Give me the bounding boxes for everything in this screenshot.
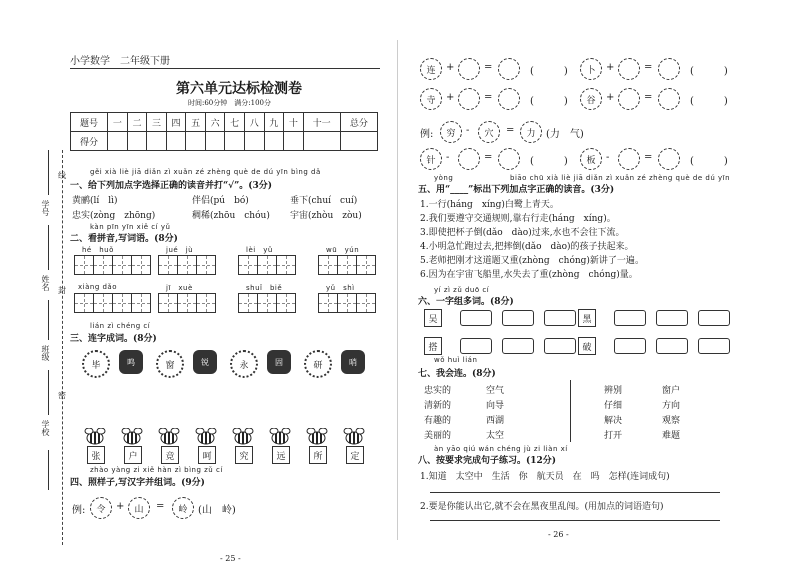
q3-flower-char[interactable]: 毕 bbox=[82, 350, 110, 378]
example2-b: 穴 bbox=[478, 121, 500, 143]
q2-pinyin: kàn pīn yīn xiě cí yǔ bbox=[90, 223, 171, 231]
q3-bee-char[interactable]: 远 bbox=[272, 446, 290, 464]
example2-word: (力 气) bbox=[546, 129, 584, 140]
q7-title: 七、我会连。(8分) bbox=[418, 369, 496, 379]
example2-a: 穷 bbox=[440, 121, 462, 143]
page-number-left: - 25 - bbox=[220, 554, 241, 563]
q7-word[interactable]: 方向 bbox=[662, 401, 681, 411]
q7-word[interactable]: 难题 bbox=[662, 431, 681, 441]
equals-sign: = bbox=[644, 152, 653, 163]
q3-bee-char[interactable]: 张 bbox=[87, 446, 105, 464]
score-input-cell[interactable] bbox=[186, 132, 206, 151]
bee-icon bbox=[193, 428, 219, 446]
q6-char: 吴 bbox=[424, 309, 442, 327]
word-row-paren[interactable]: ( ) bbox=[690, 96, 728, 107]
q6-answer-box[interactable] bbox=[460, 310, 492, 326]
word-row-paren[interactable]: ( ) bbox=[690, 66, 728, 77]
q1-item-2[interactable]: 伴侣(pú bó) bbox=[192, 196, 249, 206]
q2-pinyin-4: wū yún bbox=[326, 246, 360, 254]
q2-pinyin-3: lèi yǔ bbox=[246, 246, 273, 254]
side-write-line-5 bbox=[48, 450, 49, 490]
score-header-row bbox=[71, 113, 378, 132]
score-row-label: 得分 bbox=[71, 132, 108, 151]
score-header-cell: 一 bbox=[108, 113, 128, 132]
side-label-number: 学号 bbox=[41, 200, 50, 216]
plus-sign: + bbox=[116, 501, 125, 512]
word-row-paren[interactable]: ( ) bbox=[690, 156, 728, 167]
word-row-char: 板 bbox=[580, 148, 602, 170]
minus-sign: - bbox=[446, 152, 450, 163]
q2-pinyin-6: jī xuè bbox=[166, 284, 193, 292]
side-mark-seal: 封 bbox=[58, 286, 66, 295]
q1-item-6[interactable]: 宇宙(zhòu zòu) bbox=[290, 211, 362, 221]
q8-item-1: 1.知道 太空中 生活 你 航天员 在 吗 怎样(连词成句) bbox=[420, 472, 670, 482]
score-input-cell[interactable] bbox=[147, 132, 167, 151]
q5-item-3[interactable]: 3.即使把杯子倒(dǎo dào)过来,水也不会往下流。 bbox=[420, 228, 625, 238]
margin-dashed-line bbox=[62, 150, 63, 545]
q1-item-4[interactable]: 忠实(zòng zhōng) bbox=[72, 211, 156, 221]
q7-word[interactable]: 观察 bbox=[662, 416, 681, 426]
score-header-cell: 十 bbox=[284, 113, 304, 132]
q2-grid-4[interactable] bbox=[318, 255, 375, 275]
equals-sign: = bbox=[644, 92, 653, 103]
equals-sign: = bbox=[484, 152, 493, 163]
q3-pinyin: lián zì chéng cí bbox=[90, 322, 151, 330]
q3-flower-char[interactable]: 锐 bbox=[193, 350, 217, 374]
q6-answer-box[interactable] bbox=[614, 310, 646, 326]
q3-flower-char[interactable]: 鸣 bbox=[119, 350, 143, 374]
q2-title: 二、看拼音,写词语。(8分) bbox=[70, 234, 178, 244]
score-header-cell: 五 bbox=[186, 113, 206, 132]
score-input-cell[interactable] bbox=[303, 132, 340, 151]
q2-pinyin-7: shuǐ biě bbox=[246, 284, 283, 292]
side-mark-line: 线 bbox=[58, 171, 66, 180]
score-input-cell[interactable] bbox=[284, 132, 304, 151]
equals-sign: = bbox=[156, 501, 165, 512]
word-row-result[interactable] bbox=[658, 88, 680, 110]
q2-grid-6[interactable] bbox=[158, 293, 215, 313]
q6-answer-box[interactable] bbox=[544, 310, 576, 326]
q4-title: 四、照样子,写汉字并组词。(9分) bbox=[70, 478, 205, 488]
q5-item-1[interactable]: 1.一行(háng xíng)白鹭上青天。 bbox=[420, 200, 559, 210]
q8-title: 八、按要求完成句子练习。(12分) bbox=[418, 456, 557, 466]
word-row-result[interactable] bbox=[498, 148, 520, 170]
score-input-cell[interactable] bbox=[340, 132, 377, 151]
bee-icon bbox=[119, 428, 145, 446]
q2-grid-1[interactable] bbox=[74, 255, 150, 275]
word-row-blank[interactable] bbox=[618, 88, 640, 110]
q7-word[interactable]: 仔细 bbox=[604, 401, 623, 411]
score-header-cell: 九 bbox=[264, 113, 284, 132]
side-write-line-3 bbox=[48, 300, 49, 340]
q6-answer-box[interactable] bbox=[614, 338, 646, 354]
q2-pinyin-2: jué jù bbox=[166, 246, 194, 254]
score-header-cell: 题号 bbox=[71, 113, 108, 132]
header-subject: 小学数学 二年级下册 bbox=[70, 56, 170, 67]
q3-flower-char[interactable]: 固 bbox=[267, 350, 291, 374]
q4-example-result: 岭 bbox=[172, 497, 194, 519]
score-header-cell: 三 bbox=[147, 113, 167, 132]
q7-word[interactable]: 清新的 bbox=[424, 401, 452, 411]
score-header-cell: 八 bbox=[244, 113, 264, 132]
word-row-blank[interactable] bbox=[458, 58, 480, 80]
q7-divider bbox=[570, 380, 571, 442]
q7-word[interactable]: 向导 bbox=[486, 401, 505, 411]
score-input-cell[interactable] bbox=[225, 132, 245, 151]
score-input-cell[interactable] bbox=[166, 132, 186, 151]
q8-pinyin: àn yāo qiú wán chéng jù zi liàn xí bbox=[434, 445, 568, 453]
q5-item-4[interactable]: 4.小明急忙跑过去,把摔倒(dǎo dào)的孩子扶起来。 bbox=[420, 242, 634, 252]
word-row-paren[interactable]: ( ) bbox=[530, 156, 568, 167]
q2-grid-3[interactable] bbox=[238, 255, 295, 275]
q6-answer-box[interactable] bbox=[656, 310, 688, 326]
word-row-result[interactable] bbox=[658, 148, 680, 170]
q1-item-3[interactable]: 垂下(chuí cuí) bbox=[290, 196, 358, 206]
q1-pinyin: gěi xià liè jiā diǎn zì xuǎn zé zhèng què de dú yīn bìng dǎ bbox=[90, 168, 321, 176]
q3-flower-char[interactable]: 研 bbox=[304, 350, 332, 378]
q5-item-5[interactable]: 5.老师把刚才这道题又重(zhòng chóng)新讲了一遍。 bbox=[420, 256, 644, 266]
q4-example-a: 令 bbox=[90, 497, 112, 519]
q6-answer-box[interactable] bbox=[502, 310, 534, 326]
q3-title: 三、连字成词。(8分) bbox=[70, 334, 157, 344]
q7-word[interactable]: 解决 bbox=[604, 416, 623, 426]
q5-item-2[interactable]: 2.我们要遵守交通规则,靠右行走(háng xíng)。 bbox=[420, 214, 616, 224]
q1-item-5[interactable]: 稠稀(zhōu chóu) bbox=[192, 211, 270, 221]
equals-sign: = bbox=[644, 62, 653, 73]
q8-answer-line-1[interactable] bbox=[430, 492, 720, 493]
q4-example-word: (山 岭) bbox=[198, 505, 236, 516]
q6-char: 黑 bbox=[578, 309, 596, 327]
q7-word[interactable]: 忠实的 bbox=[424, 386, 452, 396]
q2-grid-7[interactable] bbox=[238, 293, 295, 313]
q2-grid-8[interactable] bbox=[318, 293, 375, 313]
q7-word[interactable]: 美丽的 bbox=[424, 431, 452, 441]
q7-pinyin: wǒ huì lián bbox=[434, 356, 478, 364]
word-row-char: 连 bbox=[420, 58, 442, 80]
bee-icon bbox=[267, 428, 293, 446]
score-header-cell: 四 bbox=[166, 113, 186, 132]
equals-sign: = bbox=[484, 62, 493, 73]
q6-answer-box[interactable] bbox=[656, 338, 688, 354]
example2-label: 例: bbox=[420, 129, 434, 140]
q3-bee-char[interactable]: 竞 bbox=[161, 446, 179, 464]
q3-bee-char[interactable]: 户 bbox=[124, 446, 142, 464]
q5-title: 五、用“____”标出下列加点字正确的读音。(3分) bbox=[418, 185, 615, 195]
word-row-char: 卜 bbox=[580, 58, 602, 80]
side-mark-secret: 密 bbox=[58, 391, 66, 400]
score-input-cell[interactable] bbox=[264, 132, 284, 151]
q5-item-6[interactable]: 6.因为在宇宙飞船里,水失去了重(zhòng chóng)量。 bbox=[420, 270, 638, 280]
word-row-blank[interactable] bbox=[618, 148, 640, 170]
q6-answer-box[interactable] bbox=[698, 310, 730, 326]
example2-c: 力 bbox=[520, 121, 542, 143]
word-row-result[interactable] bbox=[498, 88, 520, 110]
q8-answer-line-2[interactable] bbox=[430, 520, 720, 521]
score-header-cell: 十一 bbox=[303, 113, 340, 132]
q2-grid-2[interactable] bbox=[158, 255, 215, 275]
word-row-char: 谷 bbox=[580, 88, 602, 110]
bee-icon bbox=[82, 428, 108, 446]
word-row-paren[interactable]: ( ) bbox=[530, 66, 568, 77]
q2-pinyin-8: yǔ shì bbox=[326, 284, 355, 292]
side-label-school: 学校 bbox=[41, 420, 50, 436]
q7-word[interactable]: 空气 bbox=[486, 386, 505, 396]
side-write-line-1 bbox=[48, 150, 49, 195]
score-input-cell[interactable] bbox=[244, 132, 264, 151]
side-write-line-2 bbox=[48, 225, 49, 270]
score-header-cell: 二 bbox=[127, 113, 147, 132]
q4-pinyin: zhào yàng zi xiě hàn zì bìng zǔ cí bbox=[90, 466, 223, 474]
word-row-result[interactable] bbox=[498, 58, 520, 80]
q6-answer-box[interactable] bbox=[460, 338, 492, 354]
q6-char: 搭 bbox=[424, 337, 442, 355]
q6-pinyin: yí zì zǔ duō cí bbox=[434, 286, 490, 294]
side-write-line-4 bbox=[48, 370, 49, 415]
bee-icon bbox=[304, 428, 330, 446]
word-row-paren[interactable]: ( ) bbox=[530, 96, 568, 107]
score-header-cell: 七 bbox=[225, 113, 245, 132]
q4-example-label: 例: bbox=[72, 505, 86, 516]
score-input-cell[interactable] bbox=[205, 132, 225, 151]
side-label-name: 姓名 bbox=[41, 275, 50, 291]
q6-char: 破 bbox=[578, 337, 596, 355]
plus-sign: + bbox=[446, 92, 455, 103]
q1-title: 一、给下列加点字选择正确的读音并打“√”。(3分) bbox=[70, 181, 273, 191]
q6-answer-box[interactable] bbox=[698, 338, 730, 354]
q1-item-1[interactable]: 黄鹂(lí lì) bbox=[72, 196, 118, 206]
equals-sign: = bbox=[484, 92, 493, 103]
q2-pinyin-5: xiàng dǎo bbox=[78, 283, 117, 291]
score-value-row bbox=[71, 132, 378, 151]
q3-bee-char[interactable]: 呵 bbox=[198, 446, 216, 464]
bee-icon bbox=[230, 428, 256, 446]
q7-word[interactable]: 西湖 bbox=[486, 416, 505, 426]
score-header-cell: 六 bbox=[205, 113, 225, 132]
word-row-blank[interactable] bbox=[618, 58, 640, 80]
q4-example-b: 山 bbox=[128, 497, 150, 519]
side-label-class: 班级 bbox=[41, 345, 50, 361]
ex2-minus-sign: - bbox=[466, 125, 470, 136]
q6-title: 六、一字组多词。(8分) bbox=[418, 297, 514, 307]
q7-word[interactable]: 有趣的 bbox=[424, 416, 452, 426]
word-row-blank[interactable] bbox=[458, 148, 480, 170]
minus-sign: - bbox=[606, 152, 610, 163]
page-divider bbox=[397, 40, 398, 540]
word-row-char: 针 bbox=[420, 148, 442, 170]
plus-sign: + bbox=[446, 62, 455, 73]
word-row-result[interactable] bbox=[658, 58, 680, 80]
q2-pinyin-1: hé huǒ bbox=[82, 246, 114, 254]
bee-icon bbox=[341, 428, 367, 446]
plus-sign: + bbox=[606, 92, 615, 103]
q6-answer-box[interactable] bbox=[544, 338, 576, 354]
q2-grid-5[interactable] bbox=[74, 293, 150, 313]
q3-flower-char[interactable]: 哨 bbox=[341, 350, 365, 374]
q8-item-2: 2.要是你能认出它,就不会在黑夜里乱闯。(用加点的词语造句) bbox=[420, 502, 664, 512]
score-input-cell[interactable] bbox=[108, 132, 128, 151]
word-row-blank[interactable] bbox=[458, 88, 480, 110]
page-number-right: - 26 - bbox=[548, 530, 569, 539]
page-subtitle: 时间:60分钟 满分:100分 bbox=[188, 99, 271, 107]
q3-bee-char[interactable]: 所 bbox=[309, 446, 327, 464]
q7-word[interactable]: 辨别 bbox=[604, 386, 623, 396]
score-input-cell[interactable] bbox=[127, 132, 147, 151]
score-table bbox=[70, 112, 378, 151]
plus-sign: + bbox=[606, 62, 615, 73]
q3-flower-char[interactable]: 永 bbox=[230, 350, 258, 378]
q3-bee-char[interactable]: 究 bbox=[235, 446, 253, 464]
bee-icon bbox=[156, 428, 182, 446]
q5-pinyin-right: biāo chū xià liè jiā diǎn zì xuǎn zé zhèng què de dú yīn bbox=[510, 174, 731, 182]
page-title: 第六单元达标检测卷 bbox=[176, 81, 302, 97]
q3-flower-char[interactable]: 窗 bbox=[156, 350, 184, 378]
q7-word[interactable]: 窗户 bbox=[662, 386, 681, 396]
q7-word[interactable]: 太空 bbox=[486, 431, 505, 441]
ex2-equals-sign: = bbox=[506, 125, 515, 136]
q7-word[interactable]: 打开 bbox=[604, 431, 623, 441]
q5-pinyin-left: yòng bbox=[434, 174, 454, 182]
q3-bee-char[interactable]: 定 bbox=[346, 446, 364, 464]
word-row-char: 寺 bbox=[420, 88, 442, 110]
header-rule bbox=[70, 68, 380, 69]
score-header-cell: 总分 bbox=[340, 113, 377, 132]
q6-answer-box[interactable] bbox=[502, 338, 534, 354]
